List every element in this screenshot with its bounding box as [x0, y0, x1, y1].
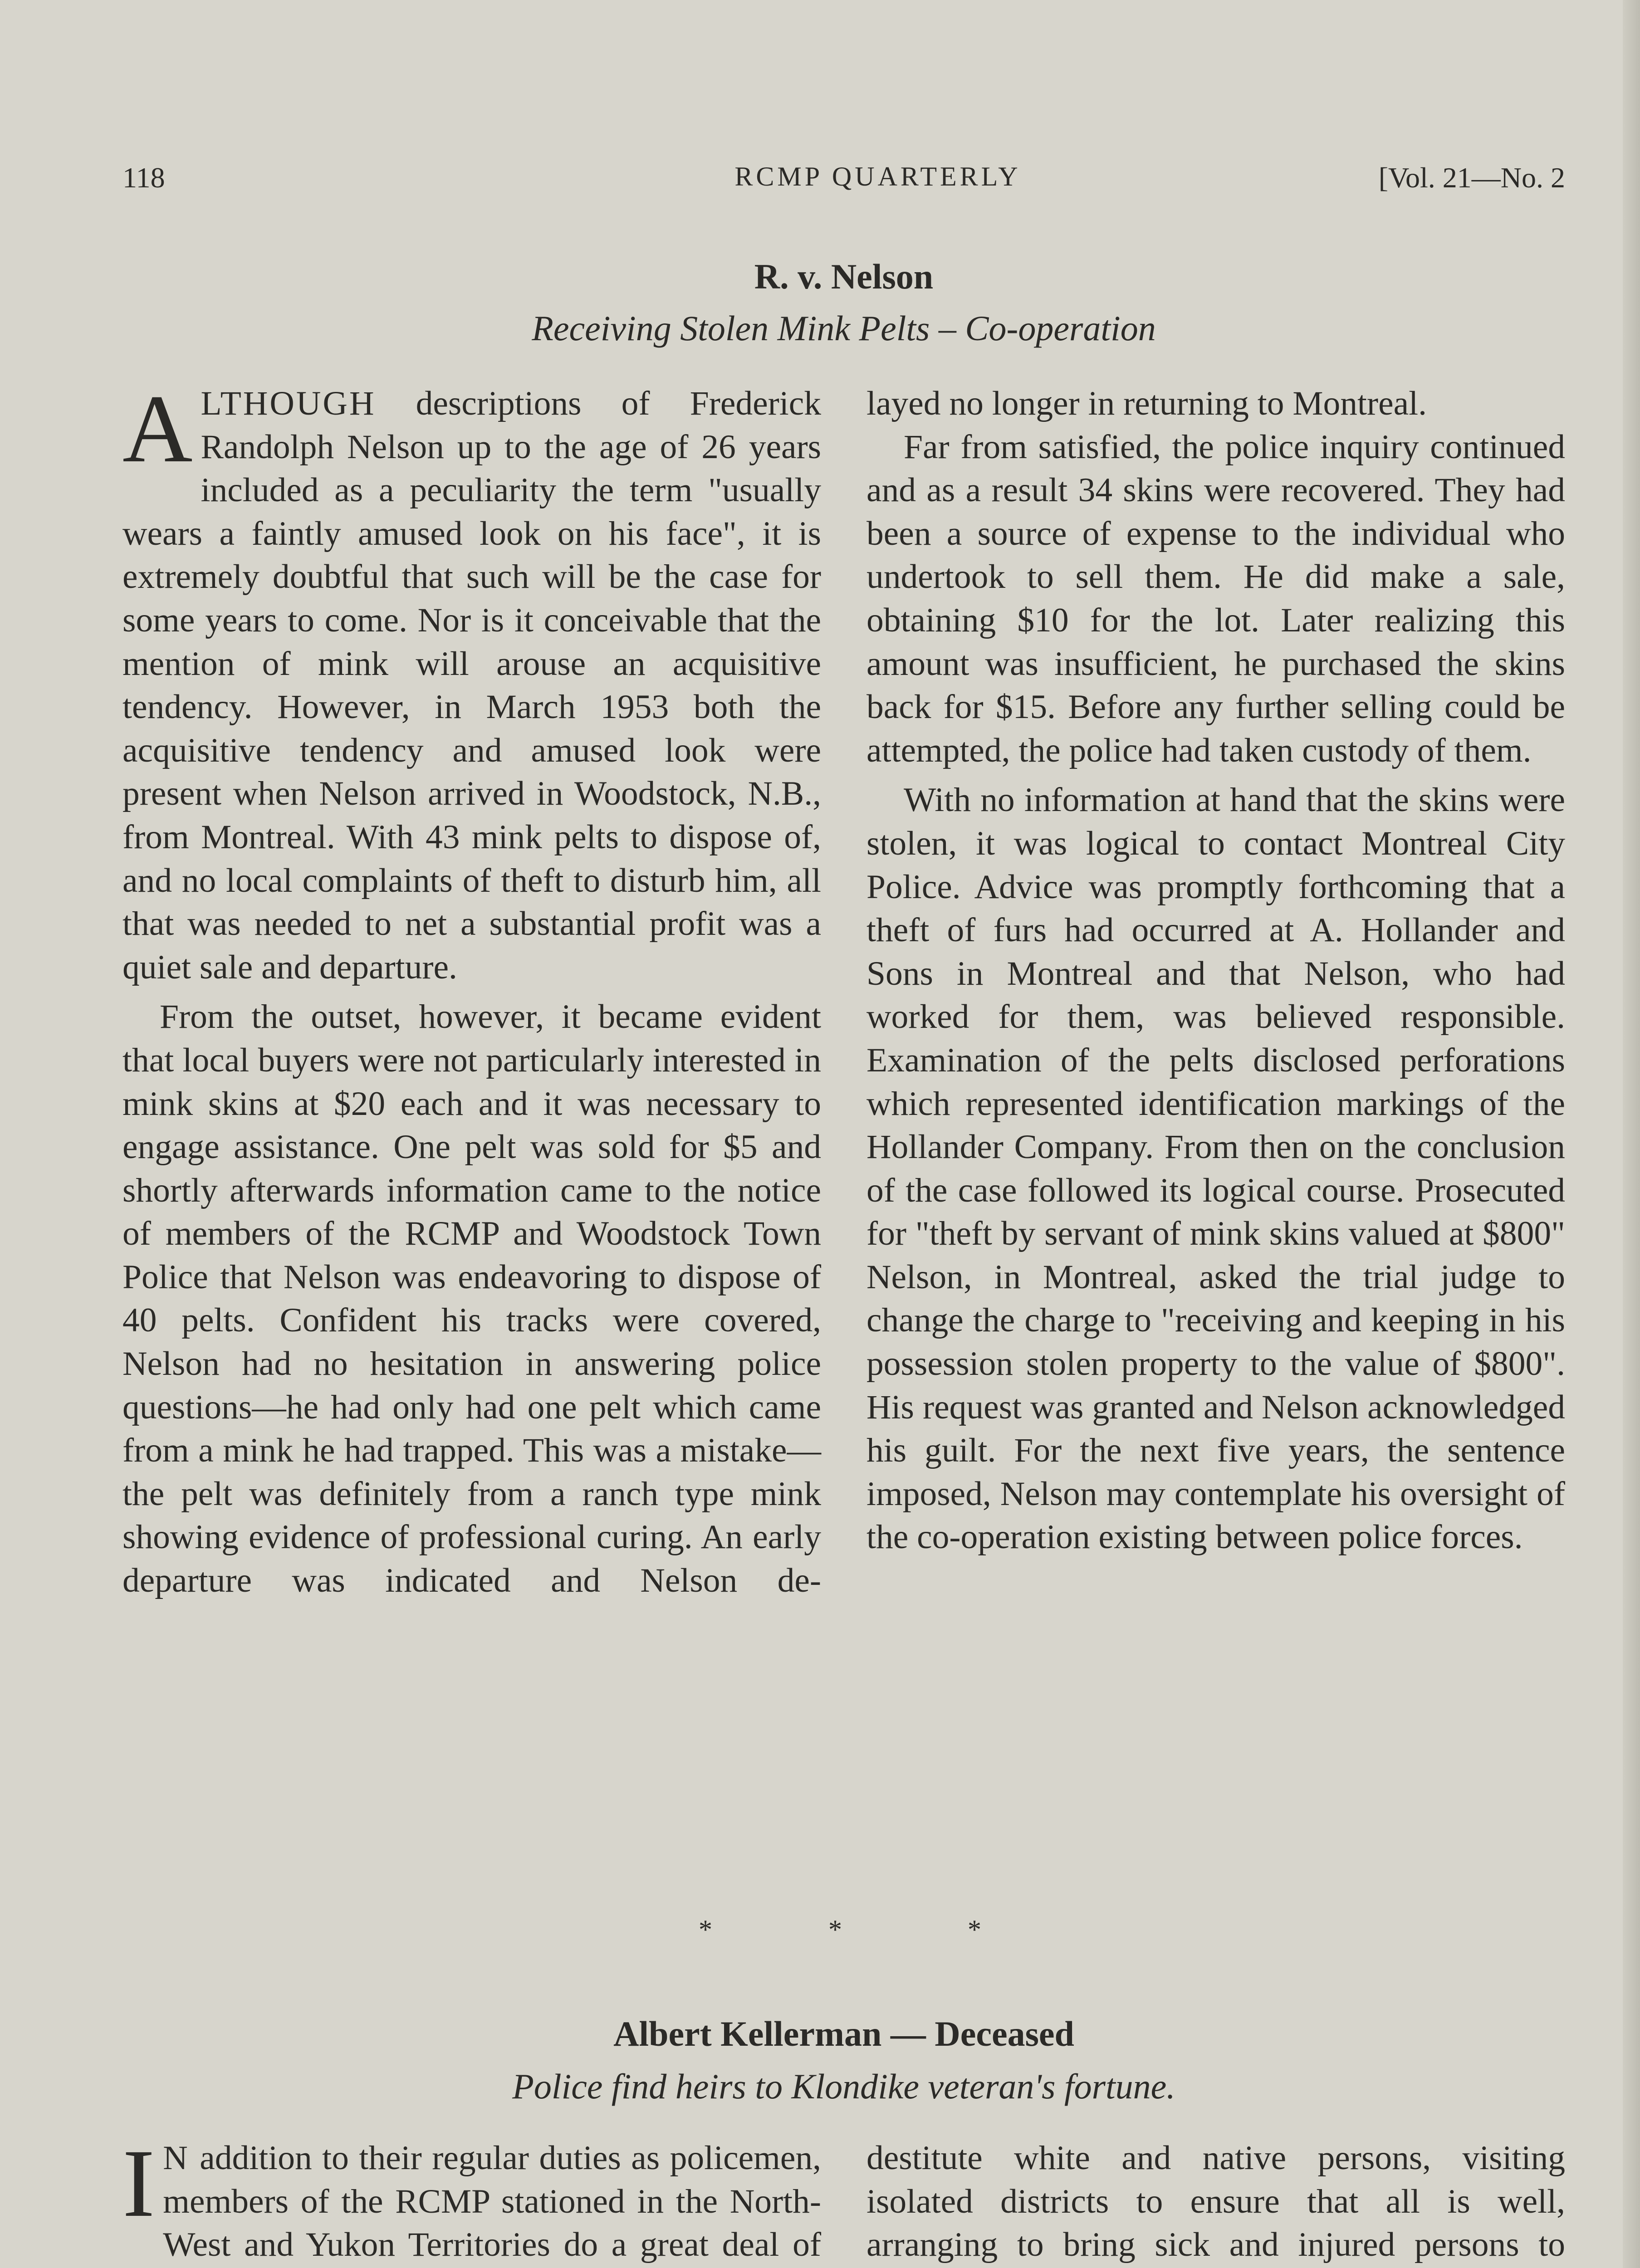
section-separator: [617, 1914, 1025, 1946]
separator-star: *: [699, 1915, 712, 1945]
running-header: [122, 161, 1565, 202]
volume-info: [Vol. 21—No. 2: [1378, 161, 1565, 194]
paragraph: [122, 2130, 821, 2268]
article-1-right-column: [867, 382, 1565, 1559]
paragraph: From the outset, however, it became evident that local buyers were not particularly interested in mink skins at $20 each and it was necessary to engage assistance. One pelt was sold for $5 and shortly afterwards information came to the notice of members of the RCMP and Woodstock Town Police that Nelson was endeavoring to dispose of 40 pelts. Confident his tracks were covered, Nelson had no hesitation in answering police questions—he had only had one pelt which came from a mink he had trapped. This was a mistake—the pelt was definitely from a ranch type mink showing evidence of professional curing. An early departure was indicated and Nelson de-: [122, 998, 821, 1600]
article-subtitle: Receiving Stolen Mink Pelts – Co-operation: [532, 308, 1156, 348]
page-edge: [1623, 0, 1640, 2268]
paragraph: layed no longer in returning to Montreal.: [867, 385, 1427, 422]
article-title: Albert Kellerman — Deceased: [613, 2014, 1074, 2053]
page-number: 118: [122, 161, 165, 194]
paragraph-text: descriptions of Frederick Randolph Nelson up to the age of 26 years included as a peculiarity the term "usually wears a faintly amused look on his face", it is extremely doubtful that such will be the case for some years to come. Nor is it conceivable that the mention of mink will arouse an acquisitive tendency. However, in March 1953 both the acquisitive tendency and amused look were present when Nelson arrived in Woodstock, N.B., from Montreal. With 43 mink pelts to dispose of, and no local complaints of theft to disturb him, all that was needed to net a substantial profit was a quiet sale and departure.: [122, 385, 821, 986]
article-2-right-column: [867, 2136, 1565, 2268]
drop-cap: A: [122, 375, 193, 483]
lead-in: LTHOUGH: [201, 385, 376, 422]
paragraph-text: addition to their regular duties as policemen, members of the RCMP stationed in the North-West and Yukon Territories do a great deal of: [163, 2139, 821, 2264]
article-subtitle: Police find heirs to Klondike veteran's fortune.: [512, 2067, 1175, 2106]
article-1-left-column: [122, 375, 821, 1603]
magazine-title: RCMP QUARTERLY: [734, 161, 1021, 191]
drop-cap: I: [122, 2130, 155, 2237]
article-2-left-column: [122, 2130, 821, 2268]
separator-star: *: [828, 1915, 842, 1945]
separator-star: *: [968, 1915, 981, 1945]
paragraph: Far from satisfied, the police inquiry continued and as a result 34 skins were recovered. They had been a source of expense to the individual who undertook to sell them. He did make a sale, obtaining $10 for the lot. Later realizing this amount was insufficient, he purchased the skins back for $15. Before any further selling could be attempted, the police had taken custody of them.: [867, 428, 1565, 769]
lead-in: N: [163, 2139, 190, 2177]
paragraph: [122, 375, 821, 989]
article-title: R. v. Nelson: [754, 257, 934, 296]
paragraph: With no information at hand that the skins were stolen, it was logical to contact Montreal City Police. Advice was promptly forthcoming that a theft of furs had occurred at A. Hollander and Sons in Montreal and that Nelson, who had worked for them, was believed responsible. Examination of the pelts disclosed perforations which represented identification markings of the Hollander Company. From then on the conclusion of the case followed its logical course. Prosecuted for "theft by servant of mink skins valued at $800" Nelson, in Montreal, asked the trial judge to change the charge to "receiving and keeping in his possession stolen property to the value of $800". His request was granted and Nelson acknowledged his guilt. For the next five years, the sentence imposed, Nelson may contemplate his oversight of the co-operation existing between police forces.: [867, 781, 1565, 1556]
paragraph: destitute white and native persons, visiting isolated districts to ensure that all is well, arranging to bring sick and injured persons to: [867, 2139, 1565, 2264]
